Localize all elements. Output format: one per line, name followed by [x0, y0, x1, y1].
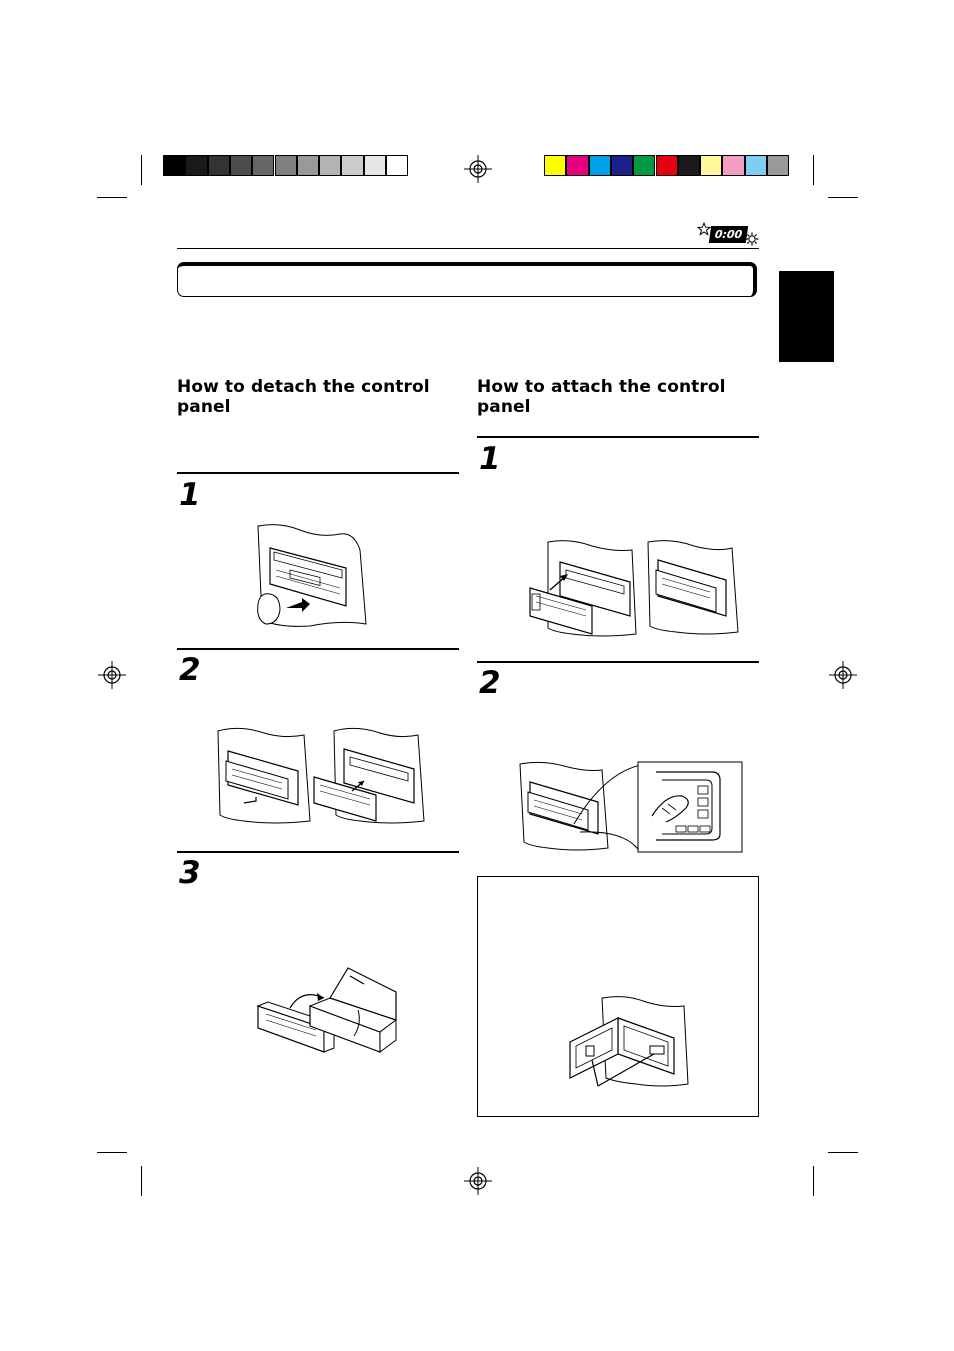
gray-swatch: [252, 155, 274, 176]
color-swatch: [700, 155, 722, 176]
crop-mark: [828, 1152, 858, 1153]
step-rule: [177, 851, 459, 853]
step-number: 3: [179, 855, 201, 891]
gear-icon: [745, 232, 759, 246]
attach-heading-line2: panel: [477, 397, 531, 417]
clock-display: 0:00: [709, 226, 748, 243]
crop-mark: [97, 197, 127, 198]
crop-mark: [141, 155, 142, 185]
connector-illustration: [566, 994, 690, 1090]
step-rule: [177, 472, 459, 474]
attach-heading-line1: How to attach the control: [477, 377, 726, 397]
step-number: 1: [179, 477, 201, 513]
color-swatch: [656, 155, 678, 176]
color-swatch: [589, 155, 611, 176]
press-release-illustration: [250, 520, 370, 630]
star-icon: [697, 222, 711, 236]
crop-mark: [813, 155, 814, 185]
color-swatch: [722, 155, 744, 176]
crop-mark: [813, 1166, 814, 1196]
gray-swatch: [208, 155, 230, 176]
gray-swatch: [364, 155, 386, 176]
color-swatch: [678, 155, 700, 176]
step-number: 2: [179, 652, 201, 688]
step-rule: [177, 648, 459, 650]
header-rule: [177, 248, 759, 249]
step-number: 1: [479, 441, 501, 477]
color-swatch: [566, 155, 588, 176]
registration-target-icon: [98, 661, 126, 689]
detach-heading: [177, 377, 462, 417]
crop-mark: [97, 1152, 127, 1153]
step-rule: [477, 661, 759, 663]
clock-display-icon: [697, 222, 761, 246]
gray-swatch: [341, 155, 363, 176]
store-in-case-illustration: [254, 962, 400, 1058]
step-rule: [477, 436, 759, 438]
step-number: 2: [479, 665, 501, 701]
gray-swatch: [319, 155, 341, 176]
attach-panel-illustration: [526, 538, 742, 642]
gray-swatch: [230, 155, 252, 176]
detach-heading-line2: panel: [177, 397, 231, 417]
registration-target-icon: [829, 661, 857, 689]
gray-swatch: [185, 155, 207, 176]
gray-swatch: [163, 155, 185, 176]
color-swatch: [544, 155, 566, 176]
gray-swatch: [297, 155, 319, 176]
color-swatch: [633, 155, 655, 176]
press-panel-illustration: [516, 760, 744, 854]
color-swatch: [767, 155, 789, 176]
color-swatch: [611, 155, 633, 176]
detach-heading-line1: How to detach the control: [177, 377, 430, 397]
registration-target-icon: [464, 155, 492, 183]
gray-swatch: [386, 155, 408, 176]
crop-mark: [141, 1166, 142, 1196]
title-bar: [177, 262, 757, 297]
attach-heading: [477, 377, 762, 417]
crop-mark: [828, 197, 858, 198]
remove-panel-illustration: [214, 725, 426, 825]
gray-swatch: [275, 155, 297, 176]
registration-target-icon: [464, 1167, 492, 1195]
language-tab: [779, 271, 834, 362]
color-swatch: [745, 155, 767, 176]
